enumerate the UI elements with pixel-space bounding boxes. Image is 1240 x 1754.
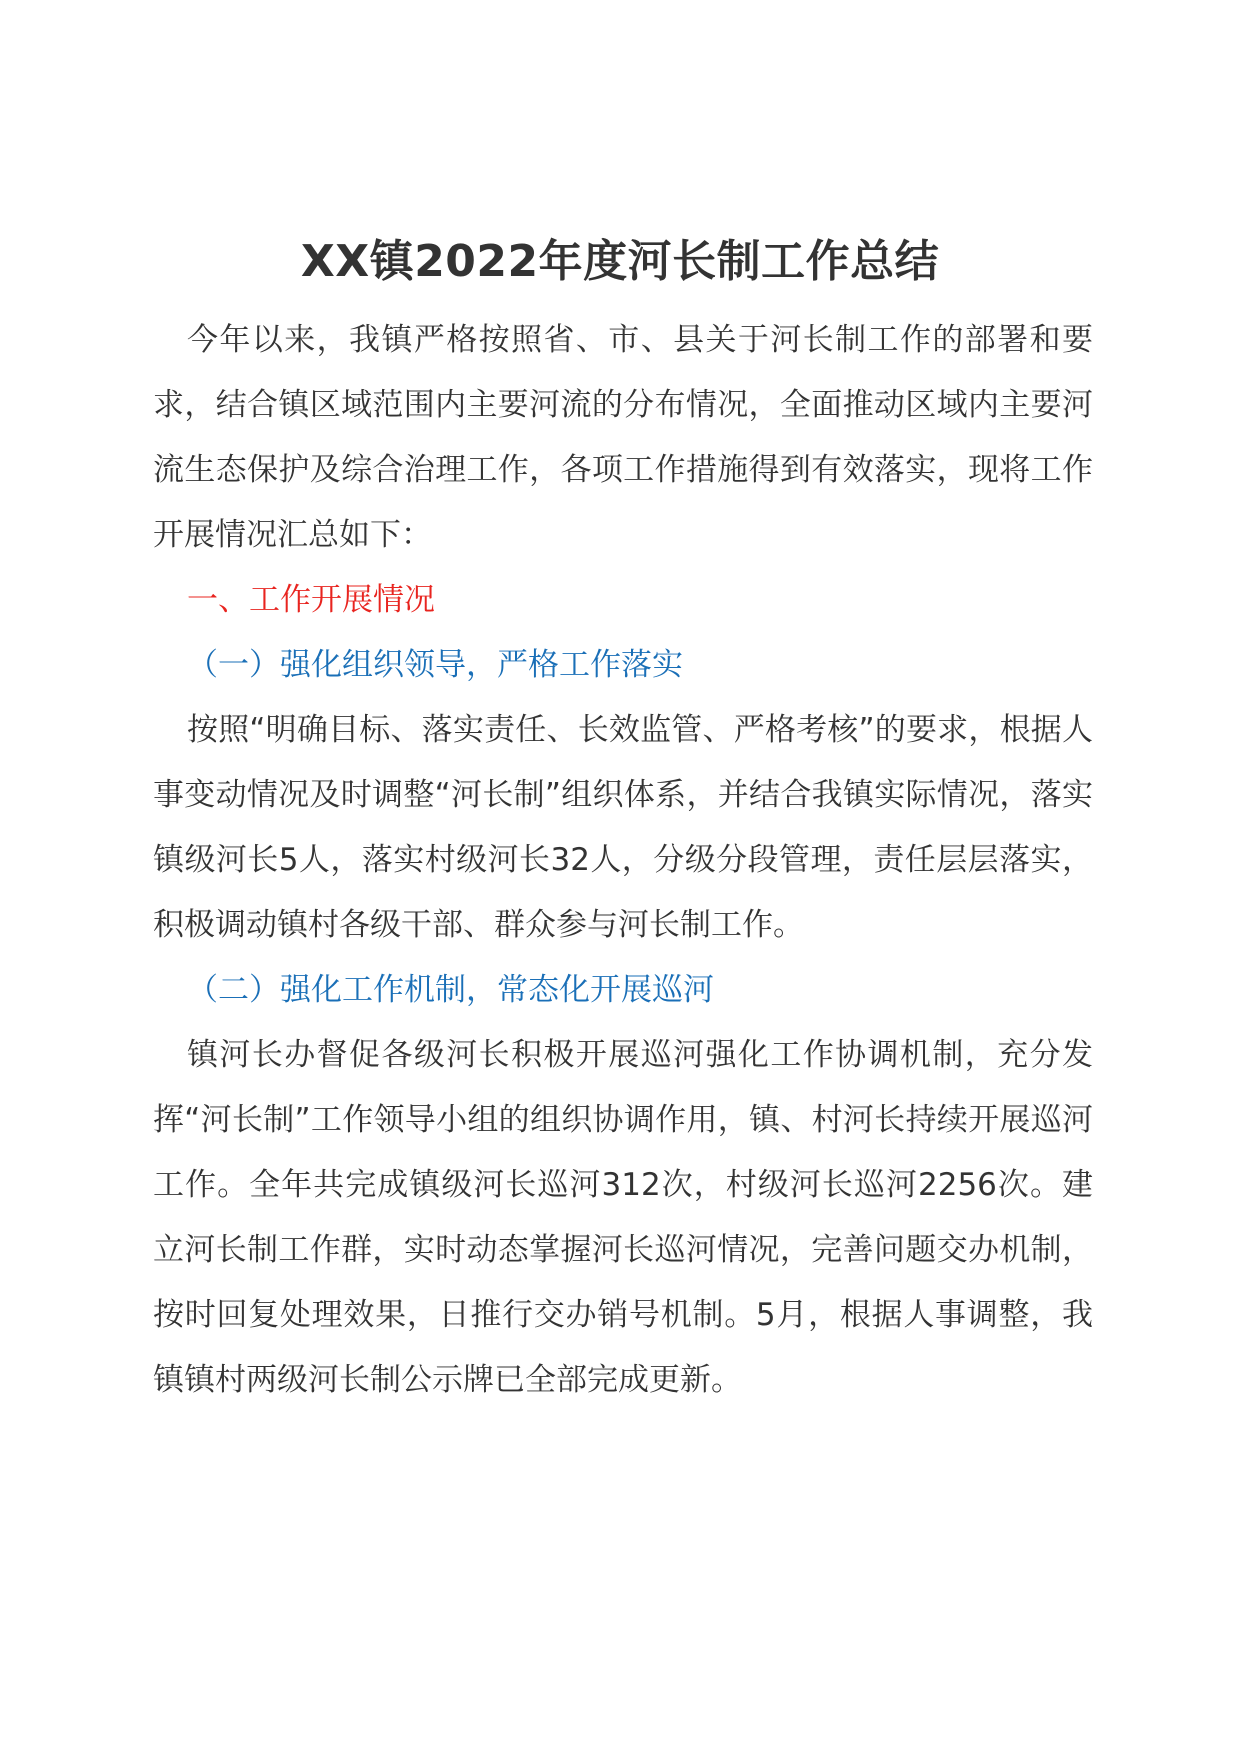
section-heading-1: 一、工作开展情况 [187, 582, 435, 618]
subsection-heading-2: （二）强化工作机制，常态化开展巡河 [187, 972, 714, 1008]
subsection-heading-1: （一）强化组织领导，严格工作落实 [187, 647, 683, 683]
intro-paragraph: 今年以来，我镇严格按照省、市、县关于河长制工作的部署和要求，结合镇区域范围内主要河流的分布情况，全面推动区域内主要河流生态保护及综合治理工作，各项工作措施得到有效落实，现将工作开展情况汇总如下： [153, 322, 1093, 553]
document-title: XX镇2022年度河长制工作总结 [300, 236, 940, 287]
document-body [153, 308, 1093, 1413]
subsection-paragraph-1: 按照“明确目标、落实责任、长效监管、严格考核”的要求，根据人事变动情况及时调整“河长制”组织体系，并结合我镇实际情况，落实镇级河长5人，落实村级河长32人，分级分段管理，责任层层落实，积极调动镇村各级干部、群众参与河长制工作。 [153, 712, 1093, 943]
subsection-paragraph-2: 镇河长办督促各级河长积极开展巡河强化工作协调机制，充分发挥“河长制”工作领导小组的组织协调作用，镇、村河长持续开展巡河工作。全年共完成镇级河长巡河312次，村级河长巡河2256次。建立河长制工作群，实时动态掌握河长巡河情况，完善问题交办机制，按时回复处理效果，日推行交办销号机制。5月，根据人事调整，我镇镇村两级河长制公示牌已全部完成更新。 [153, 1037, 1093, 1398]
